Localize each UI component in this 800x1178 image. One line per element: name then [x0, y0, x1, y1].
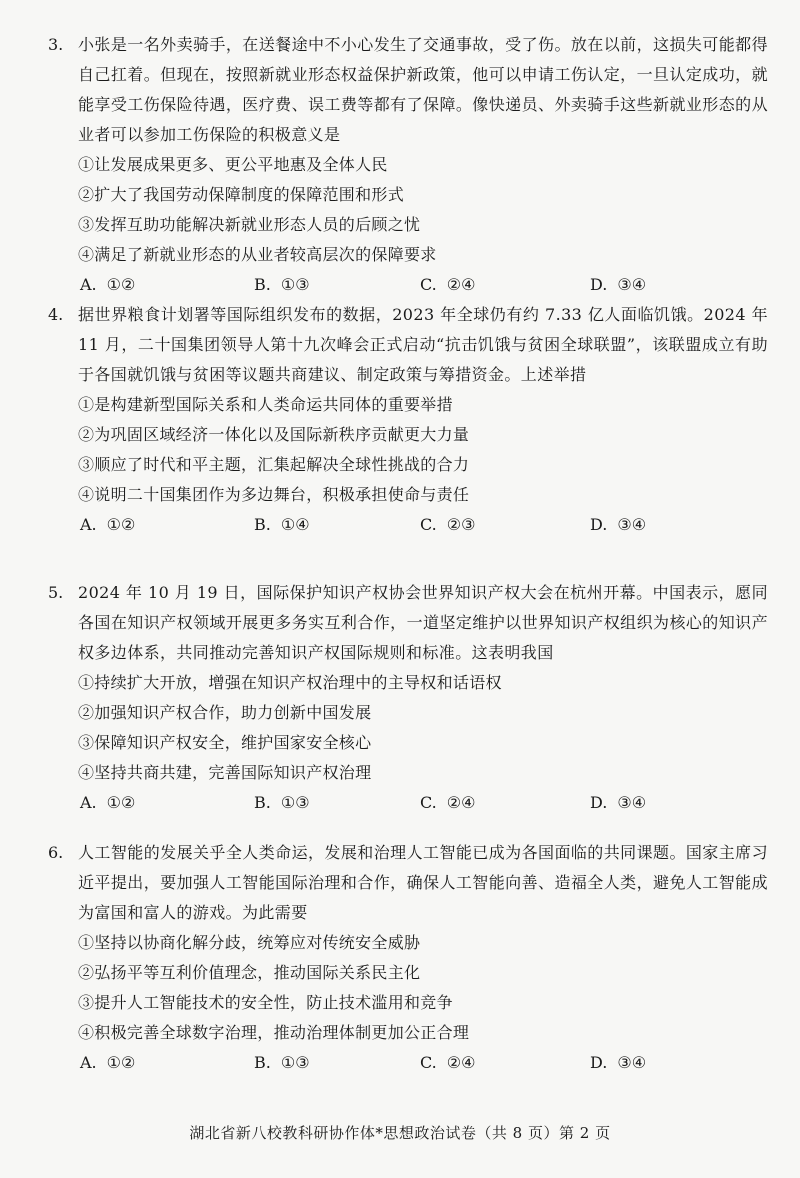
- answer-choices: [78, 510, 768, 540]
- statement-1: ①坚持以协商化解分歧，统筹应对传统安全威胁: [78, 933, 421, 952]
- statement-1: ①是构建新型国际关系和人类命运共同体的重要举措: [78, 395, 453, 414]
- statement-2: ②扩大了我国劳动保障制度的保障范围和形式: [78, 185, 405, 204]
- choice-c[interactable]: C. ②③: [420, 515, 476, 534]
- statement-2: ②加强知识产权合作，助力创新中国发展: [78, 703, 372, 722]
- choice-a[interactable]: A. ①②: [80, 793, 136, 812]
- choice-c[interactable]: C. ②④: [420, 1053, 476, 1072]
- question-number: 6.: [48, 843, 64, 862]
- choice-b[interactable]: B. ①③: [254, 793, 310, 812]
- choice-d[interactable]: D. ③④: [590, 793, 647, 812]
- choice-c[interactable]: C. ②④: [420, 275, 476, 294]
- statement-4: ④满足了新就业形态的从业者较高层次的保障要求: [78, 245, 437, 264]
- page-footer: 湖北省新八校教科研协作体*思想政治试卷（共 8 页）第 2 页: [189, 1124, 611, 1142]
- statement-4: ④积极完善全球数字治理，推动治理体制更加公正合理: [78, 1023, 470, 1042]
- choice-d[interactable]: D. ③④: [590, 275, 647, 294]
- statement-3: ③顺应了时代和平主题，汇集起解决全球性挑战的合力: [78, 455, 470, 474]
- question-number: 4.: [48, 305, 64, 324]
- statement-2: ②弘扬平等互利价值理念，推动国际关系民主化: [78, 963, 421, 982]
- choice-d[interactable]: D. ③④: [590, 515, 647, 534]
- choice-c[interactable]: C. ②④: [420, 793, 476, 812]
- statement-3: ③发挥互助功能解决新就业形态人员的后顾之忧: [78, 215, 421, 234]
- answer-choices: [78, 1048, 768, 1078]
- question-number: 3.: [48, 35, 64, 54]
- question-stem: 人工智能的发展关乎全人类命运，发展和治理人工智能已成为各国面临的共同课题。国家主席习近平提出，要加强人工智能国际治理和合作，确保人工智能向善、造福全人类，避免人工智能成为富国和富人的游戏。为此需要: [78, 843, 768, 922]
- question-stem: 据世界粮食计划署等国际组织发布的数据，2023 年全球仍有约 7.33 亿人面临饥饿。2024 年 11 月，二十国集团领导人第十九次峰会正式启动“抗击饥饿与贫困全球联盟”，该联盟成立有助于各国就饥饿与贫困等议题共商建议、制定政策与筹措资金。上述举措: [78, 305, 768, 384]
- choice-b[interactable]: B. ①③: [254, 275, 310, 294]
- statement-3: ③保障知识产权安全，维护国家安全核心: [78, 733, 372, 752]
- choice-a[interactable]: A. ①②: [80, 515, 136, 534]
- question-5: [48, 578, 768, 818]
- choice-b[interactable]: B. ①④: [254, 515, 310, 534]
- question-3: [48, 30, 768, 300]
- question-stem: 2024 年 10 月 19 日，国际保护知识产权协会世界知识产权大会在杭州开幕。中国表示，愿同各国在知识产权领域开展更多务实互利合作，一道坚定维护以世界知识产权组织为核心的知识产权多边体系，共同推动完善知识产权国际规则和标准。这表明我国: [78, 583, 768, 662]
- choice-a[interactable]: A. ①②: [80, 275, 136, 294]
- question-stem: 小张是一名外卖骑手，在送餐途中不小心发生了交通事故，受了伤。放在以前，这损失可能都得自己扛着。但现在，按照新就业形态权益保护新政策，他可以申请工伤认定，一旦认定成功，就能享受工伤保险待遇，医疗费、误工费等都有了保障。像快递员、外卖骑手这些新就业形态的从业者可以参加工伤保险的积极意义是: [78, 35, 768, 144]
- question-4: [48, 300, 768, 540]
- statement-3: ③提升人工智能技术的安全性，防止技术滥用和竞争: [78, 993, 453, 1012]
- statement-1: ①让发展成果更多、更公平地惠及全体人民: [78, 155, 388, 174]
- statement-2: ②为巩固区域经济一体化以及国际新秩序贡献更大力量: [78, 425, 470, 444]
- choice-b[interactable]: B. ①③: [254, 1053, 310, 1072]
- answer-choices: [78, 270, 768, 300]
- choice-d[interactable]: D. ③④: [590, 1053, 647, 1072]
- question-number: 5.: [48, 583, 64, 602]
- answer-choices: [78, 788, 768, 818]
- choice-a[interactable]: A. ①②: [80, 1053, 136, 1072]
- statement-4: ④坚持共商共建，完善国际知识产权治理: [78, 763, 372, 782]
- statement-4: ④说明二十国集团作为多边舞台，积极承担使命与责任: [78, 485, 470, 504]
- question-6: [48, 838, 768, 1078]
- statement-1: ①持续扩大开放，增强在知识产权治理中的主导权和话语权: [78, 673, 502, 692]
